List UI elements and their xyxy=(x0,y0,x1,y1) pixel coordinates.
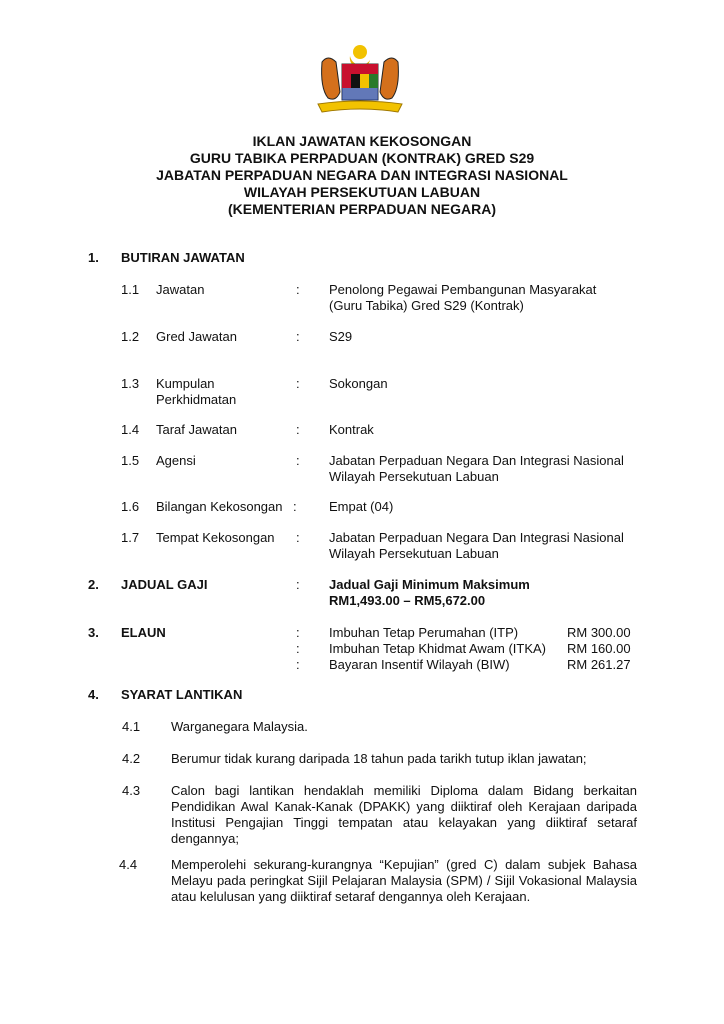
section-number: 1. xyxy=(88,250,99,265)
item-value: Jabatan Perpaduan Negara Dan Integrasi Nasional xyxy=(329,453,624,468)
item-label: Perkhidmatan xyxy=(156,392,237,407)
requirement-number: 4.3 xyxy=(122,783,141,798)
item-number: 1.7 xyxy=(121,530,140,545)
allowance-amount: RM 261.27 xyxy=(567,657,631,672)
section-heading: SYARAT LANTIKAN xyxy=(121,687,243,702)
title-line: (KEMENTERIAN PERPADUAN NEGARA) xyxy=(227,201,497,217)
section-number: 4. xyxy=(88,687,99,702)
item-value: Empat (04) xyxy=(329,499,394,514)
section-number: 2. xyxy=(88,577,99,592)
colon: : xyxy=(296,577,300,592)
item-value: Jabatan Perpaduan Negara Dan Integrasi Nasional xyxy=(329,530,624,545)
requirement-text: Memperolehi sekurang-kurangnya “Kepujian” (gred C) dalam subjek Bahasa Melayu pada peringkat Sijil Pelajaran Malaysia (SPM) / Sijil Vokasional Malaysia atau kelulusan yang diiktiraf setaraf dengannya oleh Kerajaan. xyxy=(171,857,637,904)
title-line: WILAYAH PERSEKUTUAN LABUAN xyxy=(243,184,481,200)
item-label: Jawatan xyxy=(156,282,205,297)
item-number: 1.3 xyxy=(121,376,140,391)
item-value: Sokongan xyxy=(329,376,388,391)
item-number: 1.1 xyxy=(121,282,140,297)
colon: : xyxy=(296,641,300,656)
item-number: 1.6 xyxy=(121,499,140,514)
requirement-text: Warganegara Malaysia. xyxy=(171,719,308,734)
allowance-amount: RM 160.00 xyxy=(567,641,631,656)
salary-label: Jadual Gaji Minimum Maksimum xyxy=(329,577,530,592)
title-line: IKLAN JAWATAN KEKOSONGAN xyxy=(252,133,472,149)
allowance-amount: RM 300.00 xyxy=(567,625,631,640)
allowance-label: Bayaran Insentif Wilayah (BIW) xyxy=(329,657,510,672)
section-heading: BUTIRAN JAWATAN xyxy=(121,250,245,265)
requirement-number: 4.4 xyxy=(119,857,138,872)
colon: : xyxy=(296,453,300,468)
coat-of-arms-logo xyxy=(312,42,408,118)
colon: : xyxy=(296,282,300,297)
colon: : xyxy=(296,329,300,344)
section-number: 3. xyxy=(88,625,99,640)
item-value: Penolong Pegawai Pembangunan Masyarakat xyxy=(329,282,597,297)
title-line: JABATAN PERPADUAN NEGARA DAN INTEGRASI NASIONAL xyxy=(156,167,568,183)
allowance-label: Imbuhan Tetap Perumahan (ITP) xyxy=(329,625,519,640)
item-value: Wilayah Persekutuan Labuan xyxy=(329,469,499,484)
requirement-number: 4.2 xyxy=(122,751,141,766)
requirement-text: Calon bagi lantikan hendaklah memiliki Diploma dalam Bidang berkaitan Pendidikan Awal Kanak-Kanak (DPAKK) yang diiktiraf oleh Kerajaan daripada Institusi Pengajian Tinggi tempatan atau kelayakan yang diiktiraf setaraf dengannya; xyxy=(171,783,637,846)
salary-range: RM1,493.00 – RM5,672.00 xyxy=(329,593,486,608)
colon: : xyxy=(296,657,300,672)
item-value: Kontrak xyxy=(329,422,374,437)
allowance-label: Imbuhan Tetap Khidmat Awam (ITKA) xyxy=(329,641,547,656)
item-label: Gred Jawatan xyxy=(156,329,237,344)
item-label: Taraf Jawatan xyxy=(156,422,237,437)
item-label: Agensi xyxy=(156,453,196,468)
item-label: Tempat Kekosongan xyxy=(156,530,275,545)
item-label: Bilangan Kekosongan xyxy=(156,499,283,514)
item-label: Kumpulan xyxy=(156,376,215,391)
colon: : xyxy=(296,422,300,437)
requirement-text: Berumur tidak kurang daripada 18 tahun pada tarikh tutup iklan jawatan; xyxy=(171,751,587,766)
item-value: S29 xyxy=(329,329,353,344)
requirement-number: 4.1 xyxy=(122,719,141,734)
item-number: 1.4 xyxy=(121,422,140,437)
title-line: GURU TABIKA PERPADUAN (KONTRAK) GRED S29 xyxy=(189,150,535,166)
colon: : xyxy=(296,625,300,640)
item-number: 1.5 xyxy=(121,453,140,468)
section-heading: ELAUN xyxy=(121,625,166,640)
item-value: Wilayah Persekutuan Labuan xyxy=(329,546,499,561)
item-number: 1.2 xyxy=(121,329,140,344)
section-heading: JADUAL GAJI xyxy=(121,577,208,592)
colon: : xyxy=(296,376,300,391)
item-value: (Guru Tabika) Gred S29 (Kontrak) xyxy=(329,298,524,313)
colon: : xyxy=(293,499,297,514)
colon: : xyxy=(296,530,300,545)
